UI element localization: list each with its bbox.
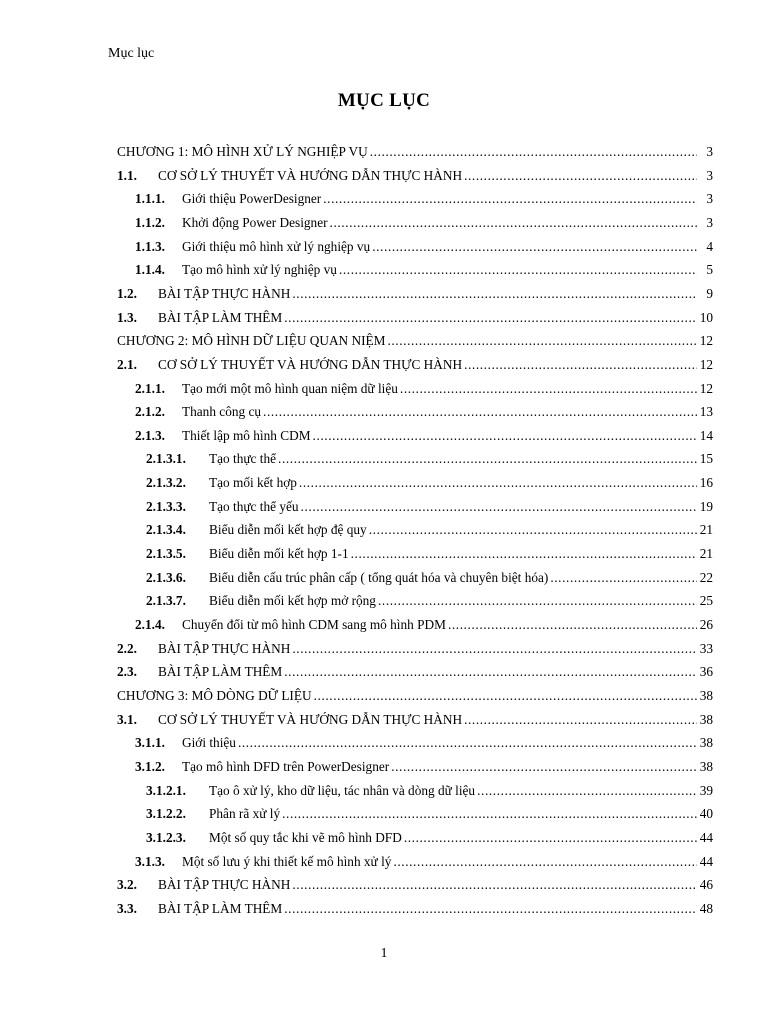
dot-leader — [404, 827, 697, 849]
dot-leader — [284, 898, 697, 920]
dot-leader — [292, 638, 697, 660]
toc-entry-label: Thiết lập mô hình CDM — [182, 427, 311, 443]
toc-entry-page: 44 — [699, 853, 713, 869]
toc-entry[interactable] — [117, 685, 713, 707]
toc-entry-page: 19 — [699, 498, 713, 514]
toc-entry[interactable] — [135, 378, 713, 400]
dot-leader — [278, 448, 697, 470]
toc-entry-label: BÀI TẬP THỰC HÀNH — [158, 640, 291, 656]
running-header: Mục lục — [108, 46, 155, 61]
toc-entry[interactable] — [135, 851, 713, 873]
toc-entry-label: CƠ SỞ LÝ THUYẾT VÀ HƯỚNG DẪN THỰC HÀNH — [158, 167, 463, 183]
toc-entry-number: 3.1.2. — [135, 758, 165, 774]
toc-entry-number: 2.1.4. — [135, 617, 165, 632]
toc-entry-label: BÀI TẬP THỰC HÀNH — [158, 285, 291, 301]
toc-entry-number: 3.1.2.3. — [146, 829, 186, 845]
dot-leader — [378, 590, 697, 612]
dot-leader — [370, 141, 697, 163]
toc-entry-page: 38 — [699, 711, 713, 727]
toc-entry-label: Tạo mối kết hợp — [209, 475, 297, 491]
toc-entry-label: Chuyển đổi từ mô hình CDM sang mô hình PDM — [182, 617, 446, 632]
toc-entry-number: 1.3. — [117, 309, 137, 325]
toc-entry[interactable] — [117, 354, 713, 376]
toc-entry[interactable] — [146, 567, 713, 589]
dot-leader — [323, 188, 697, 210]
toc-entry[interactable] — [146, 780, 713, 802]
toc-entry-label: Tạo mô hình xử lý nghiệp vụ — [182, 262, 337, 278]
toc-entry[interactable] — [117, 874, 713, 896]
toc-entry-number: 1.2. — [117, 285, 137, 301]
toc-entry-number: 2.1.2. — [135, 404, 165, 420]
toc-entry[interactable] — [117, 709, 713, 731]
page-title: MỤC LỤC — [337, 90, 431, 111]
toc-entry-label: Giới thiệu — [182, 735, 236, 751]
toc-entry-label: BÀI TẬP LÀM THÊM — [158, 309, 283, 325]
toc-entry-label: Khởi động Power Designer — [182, 214, 328, 230]
toc-entry-page: 33 — [699, 640, 713, 656]
toc-entry-number: 2.1.3.6. — [146, 569, 186, 585]
toc-entry-number: 2.1.3.3. — [146, 498, 186, 514]
toc-entry-page: 3 — [706, 167, 713, 183]
dot-leader — [299, 472, 697, 494]
toc-entry[interactable] — [117, 661, 713, 683]
toc-entry[interactable] — [135, 732, 713, 754]
toc-entry-page: 5 — [706, 262, 713, 278]
toc-entry-page: 3 — [706, 144, 713, 159]
dot-leader — [284, 307, 697, 329]
dot-leader — [393, 851, 697, 873]
toc-entry-page: 38 — [699, 758, 713, 774]
toc-entry-page: 40 — [699, 806, 713, 822]
toc-entry[interactable] — [135, 756, 713, 778]
toc-entry-number: 2.2. — [117, 640, 137, 656]
toc-entry-page: 22 — [699, 569, 713, 585]
dot-leader — [292, 874, 697, 896]
toc-entry-number: 1.1.1. — [135, 191, 165, 207]
toc-entry-label: Tạo thực thể yếu — [209, 498, 299, 514]
toc-entry-page: 4 — [706, 238, 713, 254]
toc-entry-number: 3.2. — [117, 877, 137, 893]
toc-entry-label: Giới thiệu mô hình xử lý nghiệp vụ — [182, 238, 371, 254]
dot-leader — [301, 496, 697, 518]
dot-leader — [330, 212, 697, 234]
toc-entry-page: 12 — [699, 380, 713, 396]
dot-leader — [400, 378, 697, 400]
toc-entry[interactable] — [117, 283, 713, 305]
dot-leader — [284, 661, 697, 683]
toc-entry-label: BÀI TẬP LÀM THÊM — [158, 664, 283, 680]
toc-entry-label: Tạo ô xử lý, kho dữ liệu, tác nhân và dòng dữ liệu — [209, 782, 476, 798]
toc-entry-page: 16 — [699, 475, 713, 491]
toc-entry-label: Biểu diễn mối kết hợp mở rộng — [209, 593, 376, 609]
toc-entry-page: 44 — [699, 829, 713, 845]
dot-leader — [391, 756, 697, 778]
dot-leader — [464, 709, 697, 731]
toc-entry[interactable] — [146, 590, 713, 612]
toc-entry-page: 13 — [699, 404, 713, 420]
toc-entry-page: 38 — [699, 735, 713, 751]
toc-entry-number: 2.1.3.2. — [146, 475, 186, 491]
toc-entry-label: Phân rã xử lý — [209, 806, 281, 822]
toc-entry[interactable] — [146, 543, 713, 565]
toc-entry-label: BÀI TẬP THỰC HÀNH — [158, 877, 291, 893]
toc-entry-page: 48 — [699, 900, 713, 916]
toc-entry[interactable] — [135, 188, 713, 210]
dot-leader — [339, 259, 697, 281]
toc-entry-label: Biểu diễn mối kết hợp 1-1 — [209, 546, 349, 562]
toc-entry-page: 15 — [699, 451, 713, 467]
toc-entry-page: 9 — [706, 285, 713, 301]
toc-entry-number: 1.1. — [117, 167, 137, 183]
toc-entry-page: 36 — [699, 664, 713, 680]
toc-entry-number: 2.1.3.5. — [146, 546, 186, 562]
toc-entry[interactable] — [146, 803, 713, 825]
toc-entry-page: 26 — [699, 617, 713, 632]
toc-entry[interactable] — [117, 898, 713, 920]
toc-entry-page: 10 — [699, 309, 713, 325]
toc-entry-number: 2.1.3.1. — [146, 451, 186, 467]
toc-entry-label: Tạo mới một mô hình quan niệm dữ liệu — [182, 380, 398, 396]
toc-entry[interactable] — [135, 212, 713, 234]
toc-entry-page: 3 — [706, 214, 713, 230]
dot-leader — [263, 401, 697, 423]
toc-entry[interactable] — [135, 259, 713, 281]
toc-entry-page: 39 — [699, 782, 713, 798]
toc-entry[interactable] — [135, 236, 713, 258]
dot-leader — [369, 519, 697, 541]
toc-entry-number: 2.1.3. — [135, 427, 165, 443]
dot-leader — [464, 354, 697, 376]
toc-entry-number: 3.1.3. — [135, 853, 165, 869]
toc-entry-label: CƠ SỞ LÝ THUYẾT VÀ HƯỚNG DẪN THỰC HÀNH — [158, 356, 463, 372]
toc-entry-label: CHƯƠNG 2: MÔ HÌNH DỮ LIỆU QUAN NIỆM — [117, 333, 386, 349]
dot-leader — [238, 732, 697, 754]
toc-entry-label: CHƯƠNG 1: MÔ HÌNH XỬ LÝ NGHIỆP VỤ — [117, 144, 368, 159]
dot-leader — [351, 543, 697, 565]
toc-entry-number: 3.1. — [117, 711, 137, 727]
dot-leader — [313, 425, 697, 447]
toc-entry[interactable] — [135, 425, 713, 447]
toc-entry[interactable] — [117, 165, 713, 187]
toc-entry-page: 14 — [699, 427, 713, 443]
toc-entry[interactable] — [135, 401, 713, 423]
dot-leader — [372, 236, 697, 258]
toc-entry-number: 1.1.3. — [135, 238, 165, 254]
toc-entry-label: Biểu diễn mối kết hợp đệ quy — [209, 522, 367, 538]
toc-entry-label: BÀI TẬP LÀM THÊM — [158, 900, 283, 916]
dot-leader — [550, 567, 697, 589]
toc-entry-number: 3.1.2.1. — [146, 782, 186, 798]
toc-entry-page: 3 — [706, 191, 713, 207]
dot-leader — [387, 330, 697, 352]
toc-entry-label: Một số quy tắc khi vẽ mô hình DFD — [209, 829, 402, 845]
toc-entry-number: 2.1.3.4. — [146, 522, 186, 538]
toc-entry[interactable] — [146, 448, 713, 470]
toc-entry[interactable] — [146, 827, 713, 849]
toc-entry-number: 1.1.4. — [135, 262, 165, 278]
toc-entry-number: 3.1.1. — [135, 735, 165, 751]
toc-entry-page: 21 — [699, 522, 713, 538]
dot-leader — [314, 685, 697, 707]
toc-entry[interactable] — [135, 614, 713, 636]
toc-entry-page: 12 — [699, 356, 713, 372]
dot-leader — [292, 283, 697, 305]
toc-entry-label: CHƯƠNG 3: MÔ DÒNG DỮ LIỆU — [117, 687, 312, 703]
dot-leader — [448, 614, 697, 636]
toc-entry-number: 2.1.3.7. — [146, 593, 186, 609]
toc-entry-label: Một số lưu ý khi thiết kế mô hình xử lý — [182, 853, 392, 869]
dot-leader — [282, 803, 697, 825]
toc-entry-page: 12 — [699, 333, 713, 349]
toc-entry-page: 21 — [699, 546, 713, 562]
toc-entry-number: 1.1.2. — [135, 214, 165, 230]
toc-entry[interactable] — [146, 496, 713, 518]
toc-entry-number: 2.3. — [117, 664, 137, 680]
toc-entry-number: 2.1.1. — [135, 380, 165, 396]
toc-entry[interactable] — [117, 141, 713, 163]
toc-entry-number: 3.1.2.2. — [146, 806, 186, 822]
toc-entry-label: Giới thiệu PowerDesigner — [182, 191, 322, 207]
toc-entry[interactable] — [117, 638, 713, 660]
toc-entry-page: 46 — [699, 877, 713, 893]
toc-entry-label: Tạo mô hình DFD trên PowerDesigner — [182, 758, 390, 774]
toc-entry-label: Biểu diễn cấu trúc phân cấp ( tổng quát hóa và chuyên biệt hóa) — [209, 569, 549, 585]
toc-entry-label: CƠ SỞ LÝ THUYẾT VÀ HƯỚNG DẪN THỰC HÀNH — [158, 711, 463, 727]
toc-entry[interactable] — [146, 472, 713, 494]
toc-entry[interactable] — [146, 519, 713, 541]
toc-entry-label: Tạo thực thể — [209, 451, 277, 467]
page-number: 1 — [380, 946, 388, 961]
dot-leader — [464, 165, 697, 187]
toc-entry-number: 3.3. — [117, 900, 137, 916]
toc-entry-number: 2.1. — [117, 356, 137, 372]
toc-entry[interactable] — [117, 307, 713, 329]
toc-entry-page: 25 — [699, 593, 713, 609]
toc-entry-page: 38 — [699, 687, 713, 703]
toc-entry-label: Thanh công cụ — [182, 404, 262, 420]
dot-leader — [477, 780, 697, 802]
toc-entry[interactable] — [117, 330, 713, 352]
